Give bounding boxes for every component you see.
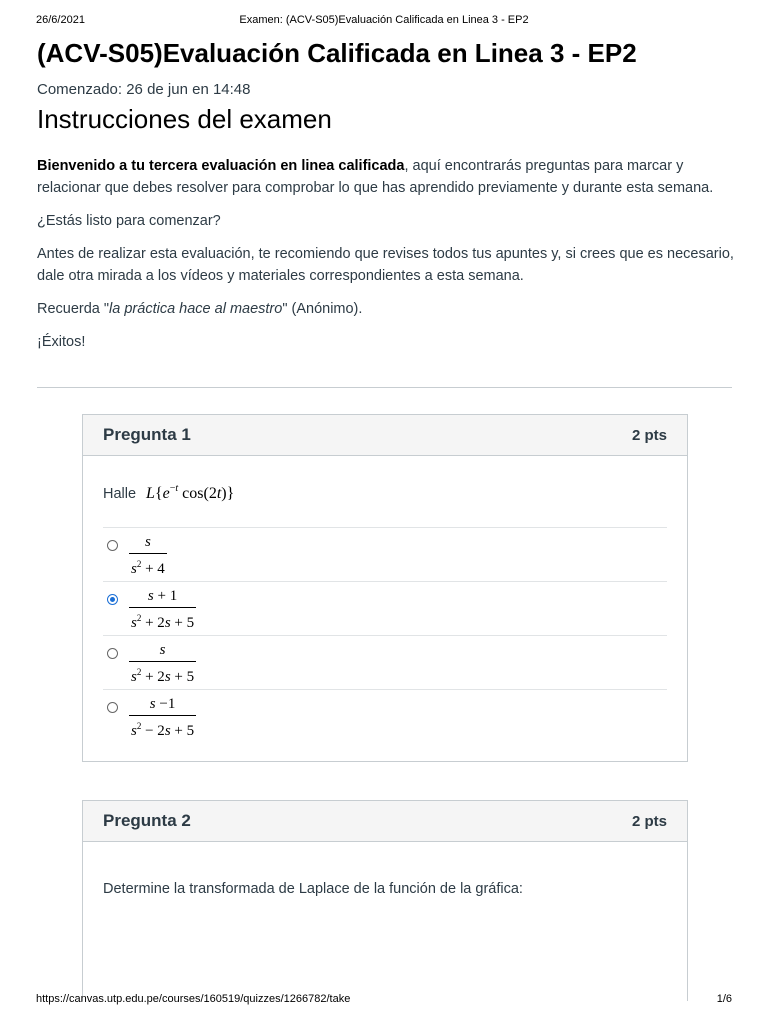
answer-option-1[interactable]: [103, 527, 667, 581]
answer-radio-2-selected[interactable]: [107, 594, 118, 605]
section-divider: [37, 387, 732, 388]
ready-paragraph: ¿Estás listo para comenzar?: [37, 213, 221, 229]
question-name: Pregunta 1: [103, 425, 191, 444]
remember-suffix: " (Anónimo).: [282, 301, 363, 317]
answer-math-1: $\frac{s}{s^2 + 4}$: [131, 534, 165, 577]
question-1: [82, 414, 688, 762]
answer-option-4[interactable]: [103, 689, 667, 743]
question-points: 2 pts: [631, 813, 667, 830]
print-url: https://canvas.utp.edu.pe/courses/160519/quizzes/1266782/take: [36, 993, 351, 1005]
answer-radio-3[interactable]: [107, 648, 118, 659]
answer-math-2: $\frac{s + 1}{s^2 + 2s + 5}$: [131, 588, 195, 631]
question-2: [82, 800, 688, 1001]
started-timestamp: Comenzado: 26 de jun en 14:48: [37, 81, 251, 98]
print-footer: [36, 993, 732, 1009]
question-header: [83, 415, 687, 456]
laplace-expression: $L\{e^{-t}$ cos(2t)}: [146, 483, 235, 502]
answer-radio-1[interactable]: [107, 540, 118, 551]
instructions-heading: Instrucciones del examen: [37, 104, 332, 134]
remember-paragraph: [37, 298, 737, 320]
answer-list: [103, 527, 667, 743]
intro-rest: , aquí encontrarás preguntas para marcar y relacionar que debes resolver para comprobar lo que has aprendido previamente y durante esta semana.: [37, 158, 714, 196]
quiz-title: (ACV-S05)Evaluación Calificada en Linea 3 - EP2: [37, 38, 637, 68]
question-name: Pregunta 2: [103, 811, 191, 830]
answer-math-3: $\frac{s}{s^2 + 2s + 5}$: [131, 642, 195, 685]
question-prompt-text: Determine la transformada de Laplace de la función de la gráfica:: [103, 881, 523, 897]
answer-math-4: $\frac{s -1}{s^2 - 2s + 5}$: [131, 696, 195, 739]
page-counter: 1/6: [716, 993, 732, 1005]
remember-prefix: Recuerda ": [37, 301, 110, 317]
question-prompt: [103, 483, 234, 503]
remember-quote: la práctica hace al maestro: [109, 301, 283, 317]
closing-paragraph: ¡Éxitos!: [37, 334, 86, 350]
print-header: [36, 14, 732, 30]
intro-paragraph: [37, 155, 737, 199]
answer-radio-4[interactable]: [107, 702, 118, 713]
print-doc-title: Examen: (ACV-S05)Evaluación Calificada en Linea 3 - EP2: [239, 14, 529, 26]
print-date: 26/6/2021: [36, 14, 85, 26]
instructions-body: [37, 155, 737, 364]
answer-option-2[interactable]: [103, 581, 667, 635]
question-prompt: [103, 881, 523, 897]
advice-paragraph: Antes de realizar esta evaluación, te recomiendo que revises todos tus apuntes y, si crees que es necesario, dale otra mirada a los vídeos y materiales correspondientes a esta semana.: [37, 246, 734, 284]
question-prompt-text: Halle: [103, 486, 137, 502]
intro-bold: Bienvenido a tu tercera evaluación en linea calificada: [37, 158, 405, 174]
question-header: [83, 801, 687, 842]
answer-option-3[interactable]: [103, 635, 667, 689]
question-points: 2 pts: [631, 427, 667, 444]
